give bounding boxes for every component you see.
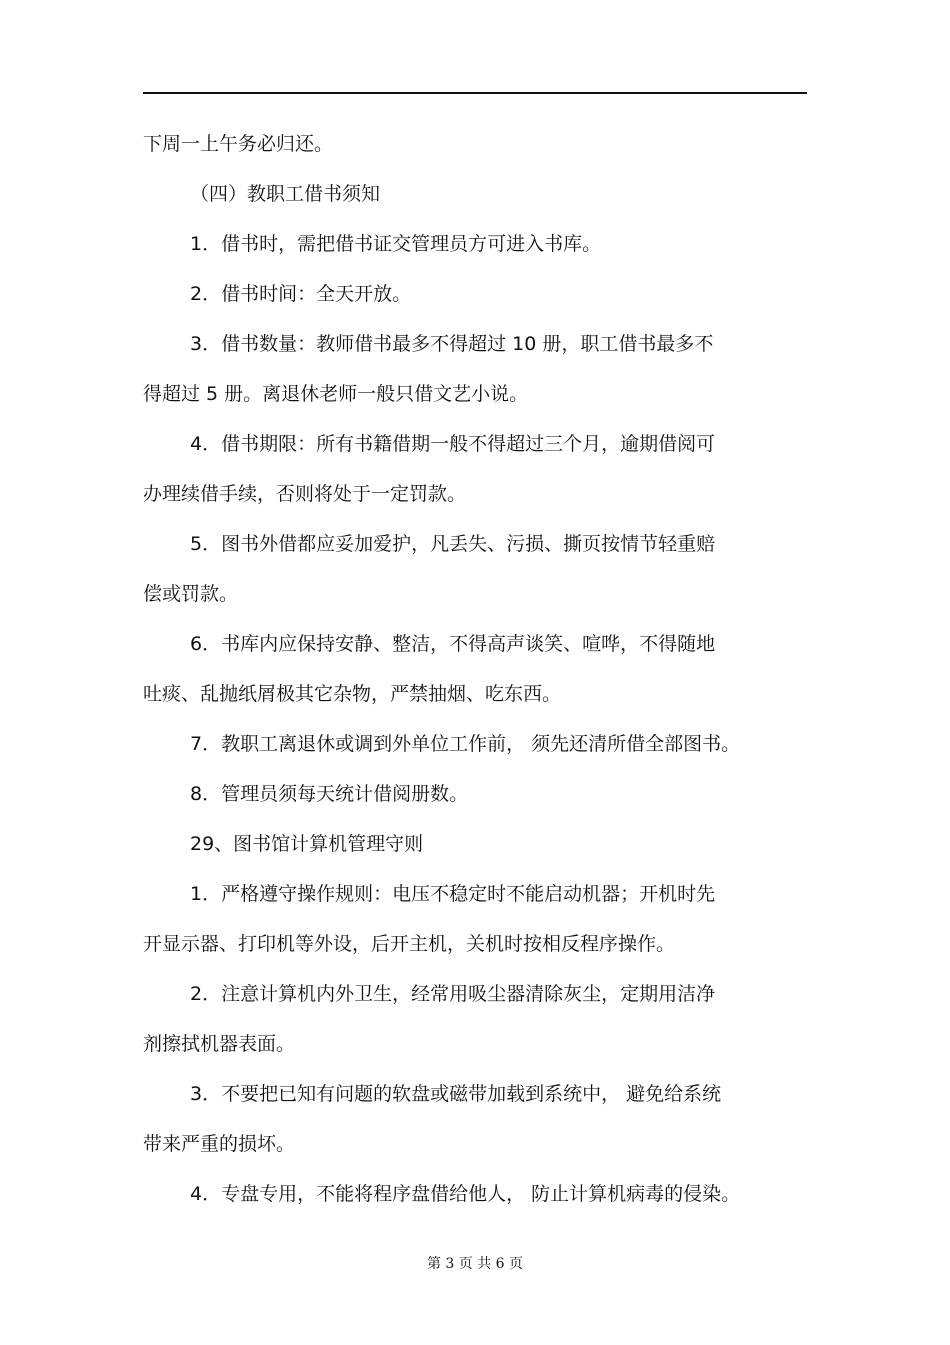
body-line: 1．借书时，需把借书证交管理员方可进入书库。 [190,233,602,255]
body-line: 4．专盘专用，不能将程序盘借给他人， 防止计算机病毒的侵染。 [190,1183,741,1205]
body-line: 2．注意计算机内外卫生，经常用吸尘器清除灰尘，定期用洁净 [190,983,716,1005]
body-line: 4．借书期限：所有书籍借期一般不得超过三个月，逾期借阅可 [190,433,716,455]
body-line: 带来严重的损坏。 [143,1133,296,1155]
body-line: 开显示器、打印机等外设，后开主机，关机时按相反程序操作。 [143,933,676,955]
body-line: 1．严格遵守操作规则：电压不稳定时不能启动机器；开机时先 [190,883,716,905]
header-rule [143,92,807,94]
section-heading: （四）教职工借书须知 [190,183,381,205]
body-line: 下周一上午务必归还。 [143,133,334,155]
section-heading: 29、图书馆计算机管理守则 [190,833,424,855]
body-line: 办理续借手续，否则将处于一定罚款。 [143,483,467,505]
body-line: 得超过 5 册。离退休老师一般只借文艺小说。 [143,383,529,405]
body-line: 2．借书时间：全天开放。 [190,283,412,305]
body-line: 剂擦拭机器表面。 [143,1033,296,1055]
body-line: 6．书库内应保持安静、整洁，不得高声谈笑、喧哗，不得随地 [190,633,716,655]
body-line: 3．借书数量：教师借书最多不得超过 10 册，职工借书最多不 [190,333,714,355]
body-line: 7．教职工离退休或调到外单位工作前， 须先还清所借全部图书。 [190,733,741,755]
body-line: 偿或罚款。 [143,583,239,605]
body-line: 5．图书外借都应妥加爱护，凡丢失、污损、撕页按情节轻重赔 [190,533,716,555]
body-line: 3．不要把已知有问题的软盘或磁带加载到系统中， 避免给系统 [190,1083,722,1105]
page-footer: 第 3 页 共 6 页 [426,1256,524,1272]
body-line: 吐痰、乱抛纸屑极其它杂物，严禁抽烟、吃东西。 [143,683,562,705]
body-line: 8．管理员须每天统计借阅册数。 [190,783,469,805]
